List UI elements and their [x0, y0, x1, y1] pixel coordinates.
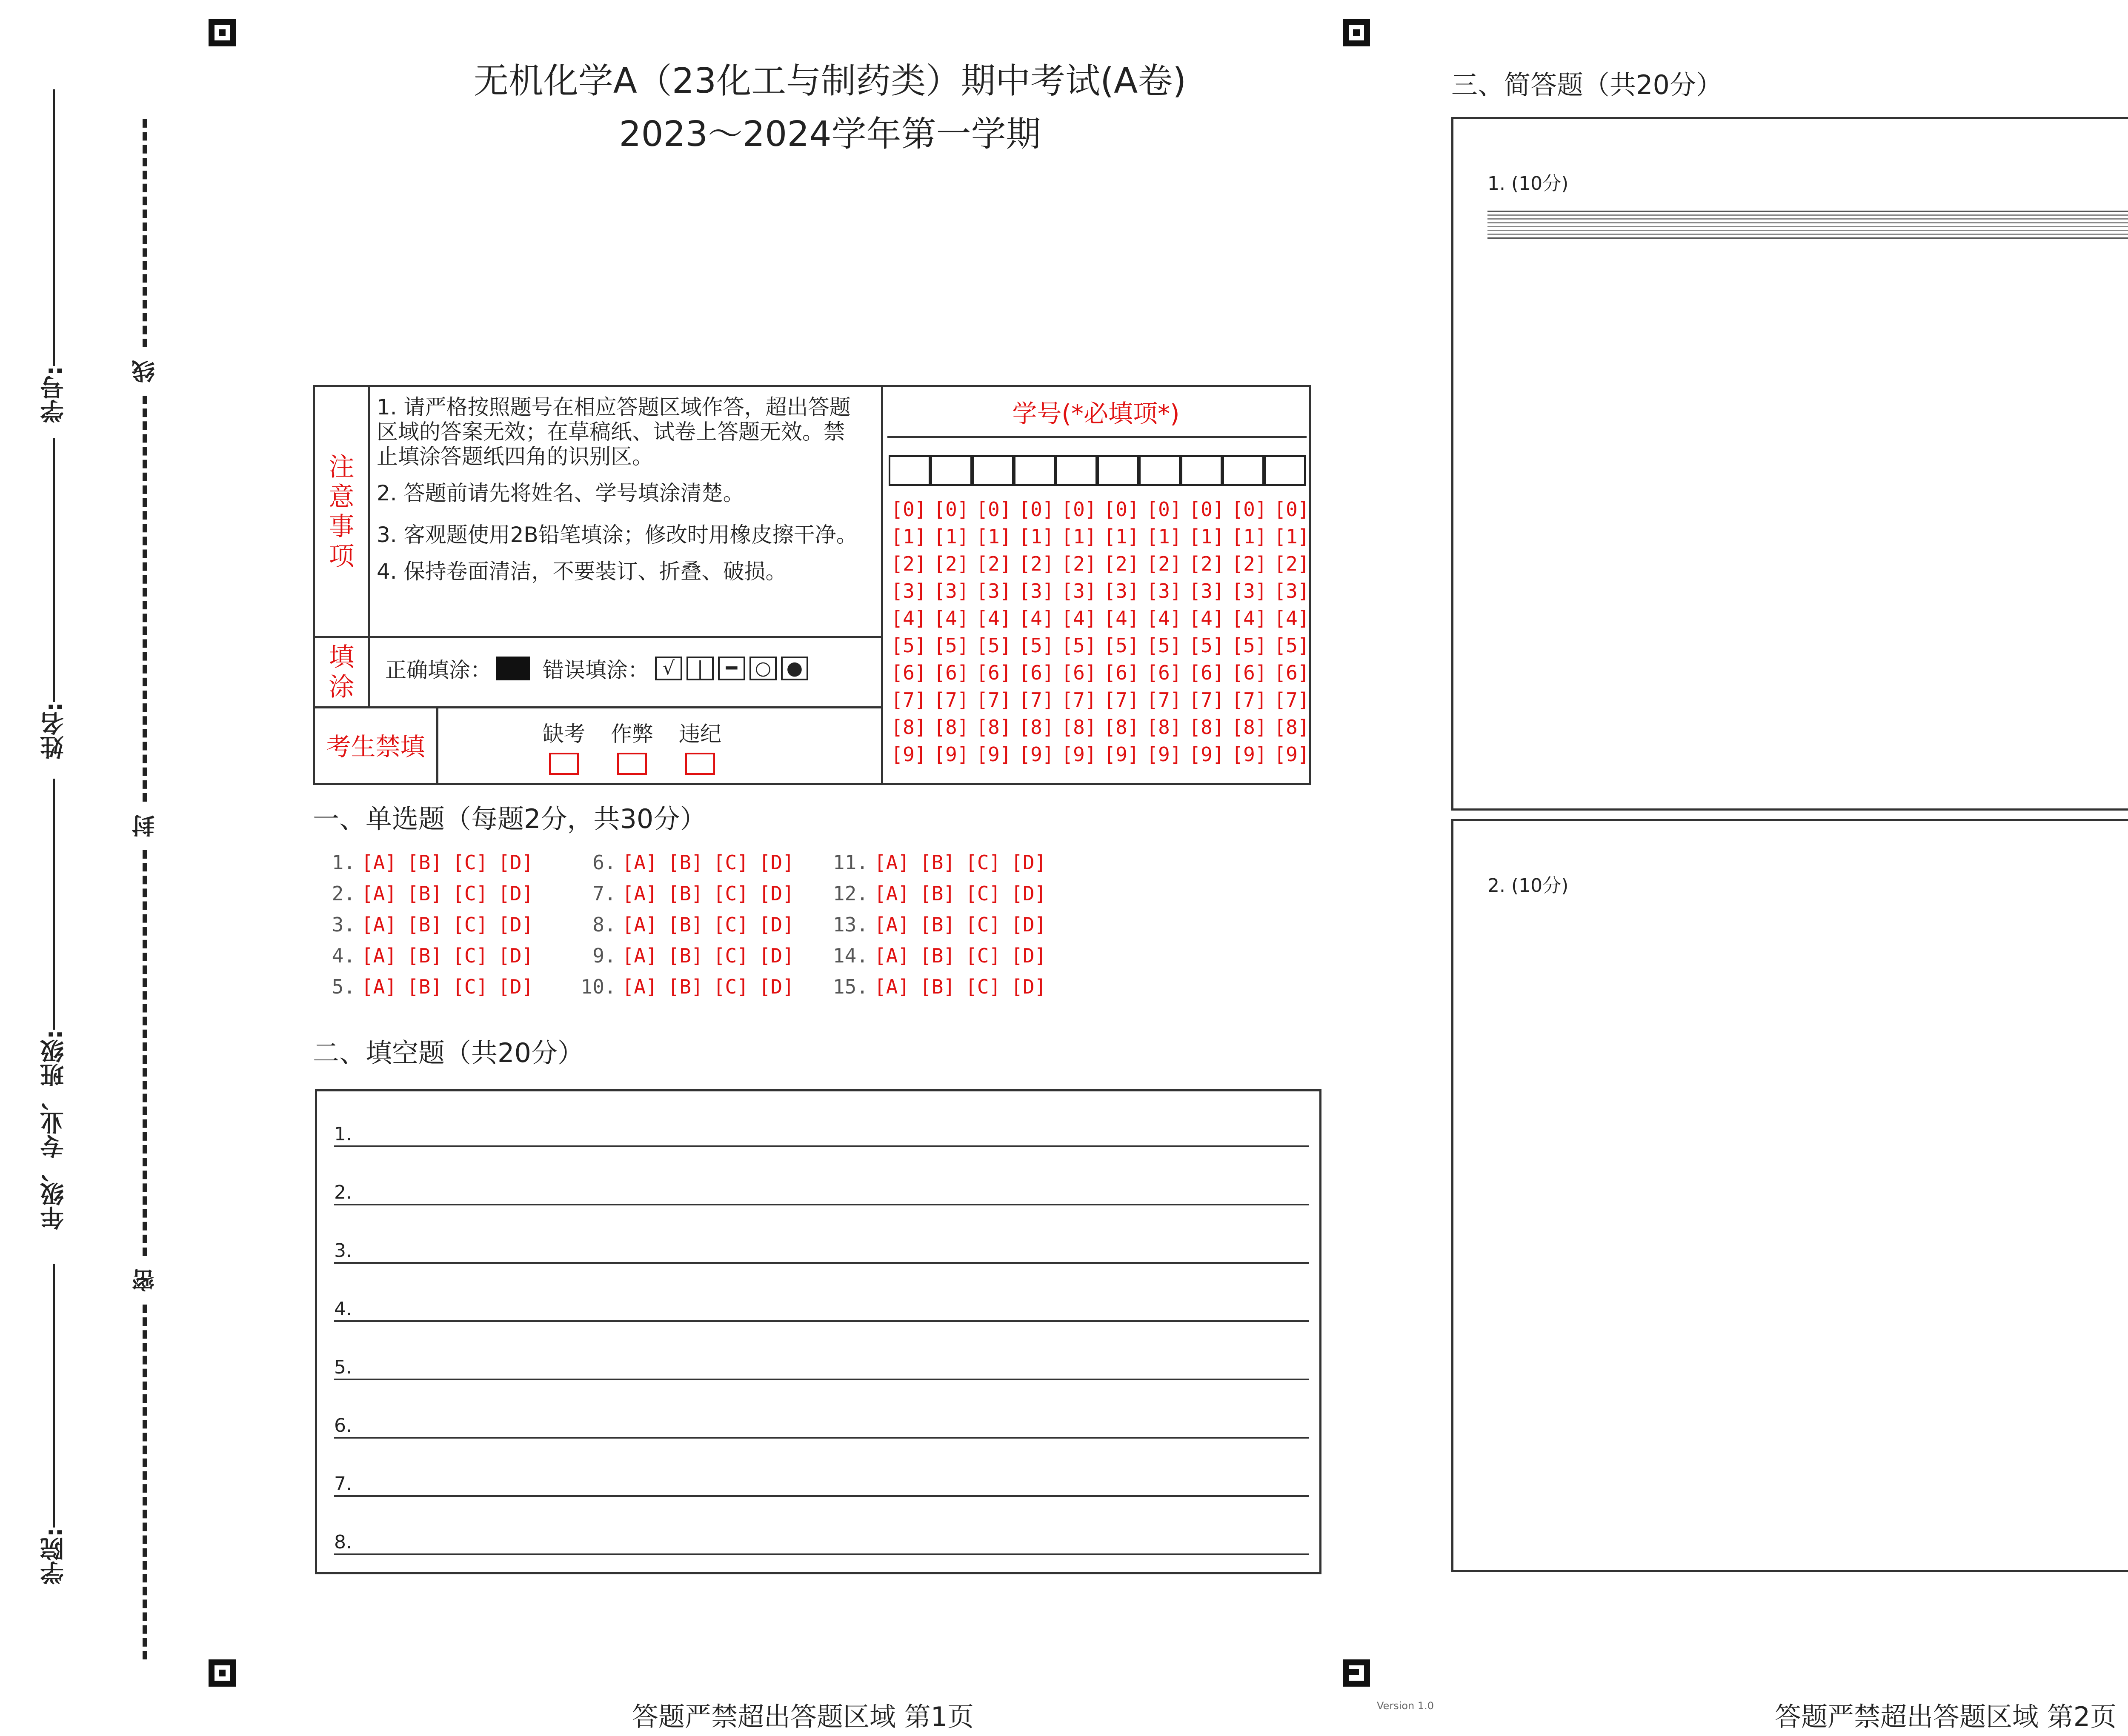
- section1-title: 一、单选题（每题2分，共30分）: [313, 803, 706, 834]
- student-id-label: 学号:: [40, 366, 68, 423]
- student-id-bubble[interactable]: [4]: [1274, 607, 1310, 630]
- student-id-write-box[interactable]: [1055, 455, 1097, 486]
- mc-option-bubble[interactable]: [A]: [622, 882, 658, 905]
- mc-column: [315, 847, 558, 1002]
- mc-option-bubble[interactable]: [B]: [667, 913, 703, 936]
- mc-option-bubble[interactable]: [D]: [758, 851, 794, 874]
- mc-question-number: 12.: [832, 882, 868, 905]
- student-id-bubble[interactable]: [6]: [1146, 661, 1182, 684]
- name-label: 姓名:: [40, 702, 68, 760]
- student-id-bubble[interactable]: [0]: [976, 498, 1012, 521]
- mc-question-row: [804, 971, 1077, 1002]
- notice-item: 2. 答题前请先将姓名、学号填涂清楚。: [377, 481, 744, 505]
- fill-example-row: [385, 653, 812, 684]
- seal-line: [131, 119, 158, 1659]
- fill-blank-number: 5.: [334, 1356, 352, 1378]
- mc-question-number: 14.: [832, 944, 868, 967]
- student-id-write-box[interactable]: [1222, 455, 1264, 486]
- mc-column: [804, 847, 1077, 1002]
- student-id-bubble[interactable]: [7]: [1061, 688, 1097, 711]
- student-id-bubble[interactable]: [4]: [933, 607, 969, 630]
- mc-option-bubble[interactable]: [D]: [1011, 944, 1047, 967]
- student-id-bubble[interactable]: [3]: [1189, 580, 1224, 602]
- mc-option-bubble[interactable]: [D]: [758, 975, 794, 998]
- mc-option-bubble[interactable]: [D]: [498, 913, 534, 936]
- mc-question-row: [315, 971, 558, 1002]
- student-id-write-box[interactable]: [1097, 455, 1139, 486]
- student-id-bubble[interactable]: [1]: [1274, 525, 1310, 548]
- mc-option-bubble[interactable]: [B]: [667, 944, 703, 967]
- student-id-bubble[interactable]: [9]: [1231, 743, 1267, 766]
- student-id-bubble[interactable]: [4]: [1104, 607, 1139, 630]
- mc-question-row: [315, 909, 558, 940]
- cheating-label: 作弊: [611, 722, 653, 746]
- mc-option-bubble[interactable]: [B]: [407, 975, 443, 998]
- fill-blank-number: 8.: [334, 1531, 352, 1553]
- mc-question-number: 2.: [332, 882, 355, 905]
- student-id-bubble[interactable]: [6]: [1274, 661, 1310, 684]
- student-id-write-box[interactable]: [1264, 455, 1306, 486]
- mc-option-bubble[interactable]: [A]: [361, 944, 397, 967]
- name-field[interactable]: [39, 438, 69, 770]
- student-id-bubble[interactable]: [9]: [1061, 743, 1097, 766]
- student-id-bubble[interactable]: [4]: [891, 607, 927, 630]
- mc-option-bubble[interactable]: [C]: [713, 851, 749, 874]
- student-id-write-box[interactable]: [1014, 455, 1055, 486]
- student-id-bubble[interactable]: [5]: [1104, 634, 1139, 657]
- mc-option-bubble[interactable]: [C]: [713, 913, 749, 936]
- student-id-heading: 学号(*必填项*): [1012, 399, 1180, 428]
- student-id-bubble[interactable]: [8]: [1018, 716, 1054, 739]
- mc-option-bubble[interactable]: [D]: [1011, 851, 1047, 874]
- mc-option-bubble[interactable]: [A]: [361, 882, 397, 905]
- mc-option-bubble[interactable]: [B]: [667, 975, 703, 998]
- notice-item: 4. 保持卷面清洁，不要装订、折叠、破损。: [377, 559, 787, 584]
- absent-label: 缺考: [543, 722, 585, 746]
- mc-option-bubble[interactable]: [C]: [713, 975, 749, 998]
- mc-option-bubble[interactable]: [D]: [498, 944, 534, 967]
- mc-option-bubble[interactable]: [A]: [361, 913, 397, 936]
- student-id-bubble[interactable]: [2]: [1189, 552, 1224, 575]
- student-id-bubble[interactable]: [9]: [976, 743, 1012, 766]
- student-id-bubble[interactable]: [2]: [976, 552, 1012, 575]
- student-id-write-box[interactable]: [1139, 455, 1181, 486]
- student-id-bubble[interactable]: [8]: [933, 716, 969, 739]
- mc-option-bubble[interactable]: [C]: [452, 851, 488, 874]
- mc-option-bubble[interactable]: [A]: [622, 975, 658, 998]
- student-id-bubble[interactable]: [6]: [1189, 661, 1224, 684]
- mc-question-number: 10.: [581, 975, 616, 998]
- fill-blank-number: 7.: [334, 1473, 352, 1495]
- mc-question-number: 3.: [332, 913, 355, 936]
- student-id-bubble[interactable]: [8]: [1231, 716, 1267, 739]
- student-id-bubble[interactable]: [7]: [976, 688, 1012, 711]
- wrong-mark-dot: ●: [781, 657, 808, 680]
- student-id-bubble[interactable]: [4]: [1061, 607, 1097, 630]
- version-label: Version 1.0: [1377, 1700, 1434, 1712]
- student-id-bubble[interactable]: [8]: [1061, 716, 1097, 739]
- wrong-mark-check: √: [655, 657, 682, 680]
- mc-option-bubble[interactable]: [B]: [920, 975, 955, 998]
- mc-option-bubble[interactable]: [A]: [622, 944, 658, 967]
- mc-option-bubble[interactable]: [D]: [758, 913, 794, 936]
- violation-option[interactable]: [679, 717, 721, 775]
- mc-option-bubble[interactable]: [A]: [622, 913, 658, 936]
- fill-blank-number: 4.: [334, 1298, 352, 1320]
- registration-mark-top-center: [1343, 19, 1370, 46]
- student-id-bubble[interactable]: [3]: [1061, 580, 1097, 602]
- student-id-bubble[interactable]: [0]: [1274, 498, 1310, 521]
- mc-option-bubble[interactable]: [A]: [874, 882, 910, 905]
- mc-option-bubble[interactable]: [B]: [920, 851, 955, 874]
- mc-option-bubble[interactable]: [D]: [498, 882, 534, 905]
- student-id-bubble[interactable]: [8]: [1274, 716, 1310, 739]
- seal-word-seal: 封: [131, 814, 158, 837]
- student-id-bubble[interactable]: [7]: [1231, 688, 1267, 711]
- exam-title: 无机化学A（23化工与制药类）期中考试(A卷): [473, 61, 1187, 101]
- student-id-bubble[interactable]: [1]: [1104, 525, 1139, 548]
- correct-fill-label: 正确填涂：: [385, 658, 492, 682]
- mc-option-bubble[interactable]: [C]: [965, 913, 1001, 936]
- student-id-bubble[interactable]: [8]: [1104, 716, 1139, 739]
- student-id-bubble[interactable]: [0]: [1061, 498, 1097, 521]
- fill-blank-answer-line[interactable]: [334, 1262, 1309, 1264]
- student-id-bubble[interactable]: [5]: [976, 634, 1012, 657]
- student-id-bubble[interactable]: [4]: [1018, 607, 1054, 630]
- student-id-bubble[interactable]: [3]: [891, 580, 927, 602]
- student-id-bubble[interactable]: [7]: [1189, 688, 1224, 711]
- college-label: 学院:: [40, 1528, 68, 1585]
- fill-blank-number: 1.: [334, 1123, 352, 1145]
- student-id-bubble[interactable]: [2]: [1018, 552, 1054, 575]
- fill-blank-answer-line[interactable]: [334, 1379, 1309, 1380]
- mc-option-bubble[interactable]: [D]: [1011, 975, 1047, 998]
- wrong-mark-vertical: |: [686, 657, 714, 680]
- mc-question-number: 8.: [592, 913, 616, 936]
- mc-question-row: [558, 940, 804, 971]
- mc-option-bubble[interactable]: [C]: [452, 944, 488, 967]
- wrong-mark-circle: ○: [749, 657, 777, 680]
- notice-item: 1. 请严格按照题号在相应答题区域作答，超出答题区域的答案无效；在草稿纸、试卷上答题无效。禁止填涂答题纸四角的识别区。: [377, 395, 851, 469]
- student-id-bubble[interactable]: [1]: [1231, 525, 1267, 548]
- student-id-write-boxes: [889, 455, 1306, 486]
- mc-option-bubble[interactable]: [B]: [920, 913, 955, 936]
- mc-question-number: 7.: [592, 882, 616, 905]
- student-id-bubble[interactable]: [7]: [891, 688, 927, 711]
- student-id-bubble[interactable]: [5]: [891, 634, 927, 657]
- student-id-bubble[interactable]: [7]: [1104, 688, 1139, 711]
- student-id-write-box[interactable]: [930, 455, 972, 486]
- registration-mark-bottom-center: [1343, 1659, 1370, 1687]
- mc-option-bubble[interactable]: [B]: [667, 851, 703, 874]
- student-id-bubble[interactable]: [2]: [891, 552, 927, 575]
- student-id-bubble[interactable]: [4]: [1189, 607, 1224, 630]
- student-id-bubble[interactable]: [7]: [1146, 688, 1182, 711]
- student-id-bubble[interactable]: [1]: [933, 525, 969, 548]
- student-id-bubble[interactable]: [0]: [1104, 498, 1139, 521]
- mc-question-number: 6.: [592, 851, 616, 874]
- student-id-bubble[interactable]: [8]: [1189, 716, 1224, 739]
- footer-page1: 答题严禁超出答题区域 第1页: [632, 1701, 974, 1732]
- fill-blank-answer-line[interactable]: [334, 1553, 1309, 1555]
- mc-option-bubble[interactable]: [A]: [874, 851, 910, 874]
- student-id-bubble[interactable]: [6]: [1018, 661, 1054, 684]
- student-id-bubble[interactable]: [1]: [1189, 525, 1224, 548]
- mc-option-bubble[interactable]: [C]: [713, 882, 749, 905]
- mc-option-bubble[interactable]: [A]: [874, 944, 910, 967]
- student-id-bubble[interactable]: [0]: [1146, 498, 1182, 521]
- mc-option-bubble[interactable]: [C]: [965, 851, 1001, 874]
- mc-question-number: 11.: [832, 851, 868, 874]
- mc-option-bubble[interactable]: [C]: [713, 944, 749, 967]
- student-id-bubble[interactable]: [4]: [1231, 607, 1267, 630]
- mc-option-bubble[interactable]: [D]: [498, 851, 534, 874]
- student-id-bubble[interactable]: [3]: [1104, 580, 1139, 602]
- mc-column: [558, 847, 804, 1002]
- mc-option-bubble[interactable]: [B]: [407, 913, 443, 936]
- mc-option-bubble[interactable]: [B]: [920, 882, 955, 905]
- student-id-bubble[interactable]: [2]: [1104, 552, 1139, 575]
- student-id-bubble[interactable]: [5]: [1061, 634, 1097, 657]
- notice-heading: 注意事项: [315, 387, 370, 636]
- student-id-bubble[interactable]: [5]: [933, 634, 969, 657]
- mc-option-bubble[interactable]: [A]: [874, 975, 910, 998]
- student-id-bubble[interactable]: [1]: [976, 525, 1012, 548]
- student-id-bubble[interactable]: [9]: [1189, 743, 1224, 766]
- student-id-bubble[interactable]: [2]: [1146, 552, 1182, 575]
- mc-option-bubble[interactable]: [B]: [920, 944, 955, 967]
- student-id-bubble[interactable]: [5]: [1146, 634, 1182, 657]
- student-id-bubble[interactable]: [3]: [933, 580, 969, 602]
- mc-question-row: [804, 847, 1077, 878]
- mc-option-bubble[interactable]: [C]: [452, 882, 488, 905]
- header-info-panel: [313, 385, 1311, 785]
- mc-question-row: [558, 878, 804, 909]
- mc-option-bubble[interactable]: [A]: [361, 851, 397, 874]
- forbidden-heading: 考生禁填: [315, 708, 438, 785]
- student-id-bubble-grid: [887, 496, 1313, 768]
- mc-option-bubble[interactable]: [C]: [452, 975, 488, 998]
- fill-blank-answer-line[interactable]: [334, 1204, 1309, 1205]
- mc-question-number: 15.: [832, 975, 868, 998]
- mc-question-row: [804, 878, 1077, 909]
- multiple-choice-area: [315, 847, 1077, 1002]
- short-answer-q2-label: 2. (10分): [1487, 875, 1569, 897]
- mc-option-bubble[interactable]: [B]: [667, 882, 703, 905]
- exam-term: 2023～2024学年第一学期: [619, 114, 1041, 154]
- wrong-mark-dash: ━: [718, 657, 745, 680]
- student-id-bubble[interactable]: [8]: [1146, 716, 1182, 739]
- mc-question-number: 4.: [332, 944, 355, 967]
- student-id-bubble[interactable]: [0]: [1231, 498, 1267, 521]
- student-id-bubble[interactable]: [3]: [1274, 580, 1310, 602]
- mc-option-bubble[interactable]: [C]: [965, 944, 1001, 967]
- fill-heading: 填涂: [315, 638, 370, 706]
- mc-question-row: [315, 878, 558, 909]
- student-id-bubble[interactable]: [5]: [1018, 634, 1054, 657]
- student-id-bubble[interactable]: [1]: [1146, 525, 1182, 548]
- mc-option-bubble[interactable]: [D]: [1011, 882, 1047, 905]
- class-label: 年级、专业、班级:: [40, 1030, 68, 1230]
- forbidden-options: [543, 717, 721, 775]
- fill-blank-number: 2.: [334, 1182, 352, 1203]
- student-id-bubble[interactable]: [9]: [1274, 743, 1310, 766]
- student-id-bubble[interactable]: [2]: [1061, 552, 1097, 575]
- student-id-bubble[interactable]: [3]: [1146, 580, 1182, 602]
- violation-label: 违纪: [679, 722, 721, 746]
- mc-question-row: [558, 847, 804, 878]
- section3-title: 三、简答题（共20分）: [1451, 69, 1722, 100]
- fill-blank-answer-line[interactable]: [334, 1437, 1309, 1439]
- student-id-bubble[interactable]: [8]: [891, 716, 927, 739]
- section2-title: 二、填空题（共20分）: [313, 1037, 584, 1068]
- violation-checkbox[interactable]: [685, 753, 715, 775]
- student-id-write-box[interactable]: [972, 455, 1014, 486]
- student-id-bubble[interactable]: [2]: [933, 552, 969, 575]
- student-id-bubble[interactable]: [1]: [1018, 525, 1054, 548]
- student-id-bubble[interactable]: [5]: [1231, 634, 1267, 657]
- notice-item: 3. 客观题使用2B铅笔填涂；修改时用橡皮擦干净。: [377, 523, 858, 547]
- student-id-bubble[interactable]: [6]: [976, 661, 1012, 684]
- mc-option-bubble[interactable]: [C]: [965, 882, 1001, 905]
- mc-question-row: [315, 940, 558, 971]
- fill-blank-answer-line[interactable]: [334, 1320, 1309, 1322]
- mc-option-bubble[interactable]: [C]: [452, 913, 488, 936]
- student-id-bubble[interactable]: [0]: [1018, 498, 1054, 521]
- student-id-bubble[interactable]: [5]: [1189, 634, 1224, 657]
- mc-option-bubble[interactable]: [A]: [361, 975, 397, 998]
- student-id-bubble[interactable]: [7]: [1274, 688, 1310, 711]
- student-id-bubble[interactable]: [3]: [1231, 580, 1267, 602]
- registration-mark-bottom-left: [209, 1659, 236, 1687]
- student-id-bubble[interactable]: [2]: [1231, 552, 1267, 575]
- notice-list: [377, 395, 864, 584]
- mc-option-bubble[interactable]: [A]: [874, 913, 910, 936]
- fill-blank-number: 6.: [334, 1415, 352, 1436]
- mc-option-bubble[interactable]: [D]: [758, 944, 794, 967]
- student-id-bubble[interactable]: [3]: [976, 580, 1012, 602]
- mc-option-bubble[interactable]: [B]: [407, 944, 443, 967]
- fill-blank-number: 3.: [334, 1240, 352, 1262]
- student-id-bubble[interactable]: [0]: [933, 498, 969, 521]
- mc-option-bubble[interactable]: [B]: [407, 882, 443, 905]
- student-id-bubble[interactable]: [4]: [976, 607, 1012, 630]
- seal-word-secret: 密: [131, 1268, 158, 1292]
- mc-question-number: 1.: [332, 851, 355, 874]
- student-id-bubble[interactable]: [1]: [1061, 525, 1097, 548]
- absent-checkbox[interactable]: [549, 753, 579, 775]
- registration-mark-top-left: [209, 19, 236, 46]
- student-id-bubble[interactable]: [6]: [1061, 661, 1097, 684]
- student-id-bubble[interactable]: [6]: [1231, 661, 1267, 684]
- student-id-bubble[interactable]: [5]: [1274, 634, 1310, 657]
- fill-blank-answer-line[interactable]: [334, 1145, 1309, 1147]
- student-id-field[interactable]: [39, 89, 69, 430]
- student-id-bubble[interactable]: [6]: [933, 661, 969, 684]
- student-id-bubble[interactable]: [7]: [933, 688, 969, 711]
- student-id-bubble[interactable]: [9]: [891, 743, 927, 766]
- student-id-bubble[interactable]: [9]: [1018, 743, 1054, 766]
- correct-fill-sample: [496, 657, 530, 680]
- student-id-write-box[interactable]: [1181, 455, 1222, 486]
- wrong-fill-label: 错误填涂：: [543, 658, 649, 682]
- short-answer-box-2[interactable]: [1451, 819, 2128, 1572]
- cheating-checkbox[interactable]: [617, 753, 647, 775]
- student-id-bubble[interactable]: [0]: [1189, 498, 1224, 521]
- student-id-bubble[interactable]: [9]: [1104, 743, 1139, 766]
- student-id-bubble[interactable]: [6]: [891, 661, 927, 684]
- short-answer-q1-label: 1. (10分): [1487, 173, 1569, 194]
- student-id-bubble[interactable]: [9]: [933, 743, 969, 766]
- seal-word-line: 线: [131, 360, 158, 383]
- student-id-bubble[interactable]: [6]: [1104, 661, 1139, 684]
- mc-option-bubble[interactable]: [B]: [407, 851, 443, 874]
- college-field[interactable]: [39, 1264, 69, 1591]
- student-id-bubble[interactable]: [9]: [1146, 743, 1182, 766]
- short-answer-q1-rules: [1487, 211, 2128, 239]
- student-id-bubble[interactable]: [3]: [1018, 580, 1054, 602]
- student-id-bubble[interactable]: [1]: [891, 525, 927, 548]
- class-field[interactable]: [39, 779, 69, 1255]
- fill-blank-box: [315, 1089, 1321, 1574]
- footer-page2: 答题严禁超出答题区域 第2页: [1775, 1701, 2117, 1732]
- mc-question-row: [315, 847, 558, 878]
- mc-question-number: 13.: [832, 913, 868, 936]
- student-id-write-box[interactable]: [889, 455, 930, 486]
- fill-blank-answer-line[interactable]: [334, 1495, 1309, 1497]
- mc-option-bubble[interactable]: [D]: [1011, 913, 1047, 936]
- mc-question-number: 5.: [332, 975, 355, 998]
- cheating-option[interactable]: [611, 717, 653, 775]
- mc-question-row: [558, 971, 804, 1002]
- mc-option-bubble[interactable]: [D]: [758, 882, 794, 905]
- mc-question-row: [558, 909, 804, 940]
- mc-question-row: [804, 940, 1077, 971]
- mc-question-row: [804, 909, 1077, 940]
- mc-option-bubble[interactable]: [D]: [498, 975, 534, 998]
- student-id-bubble[interactable]: [7]: [1018, 688, 1054, 711]
- mc-option-bubble[interactable]: [A]: [622, 851, 658, 874]
- student-id-bubble[interactable]: [4]: [1146, 607, 1182, 630]
- absent-option[interactable]: [543, 717, 585, 775]
- student-id-bubble[interactable]: [2]: [1274, 552, 1310, 575]
- mc-question-number: 9.: [592, 944, 616, 967]
- student-id-bubble[interactable]: [0]: [891, 498, 927, 521]
- student-id-bubble[interactable]: [8]: [976, 716, 1012, 739]
- short-answer-box-1[interactable]: [1451, 117, 2128, 811]
- mc-option-bubble[interactable]: [C]: [965, 975, 1001, 998]
